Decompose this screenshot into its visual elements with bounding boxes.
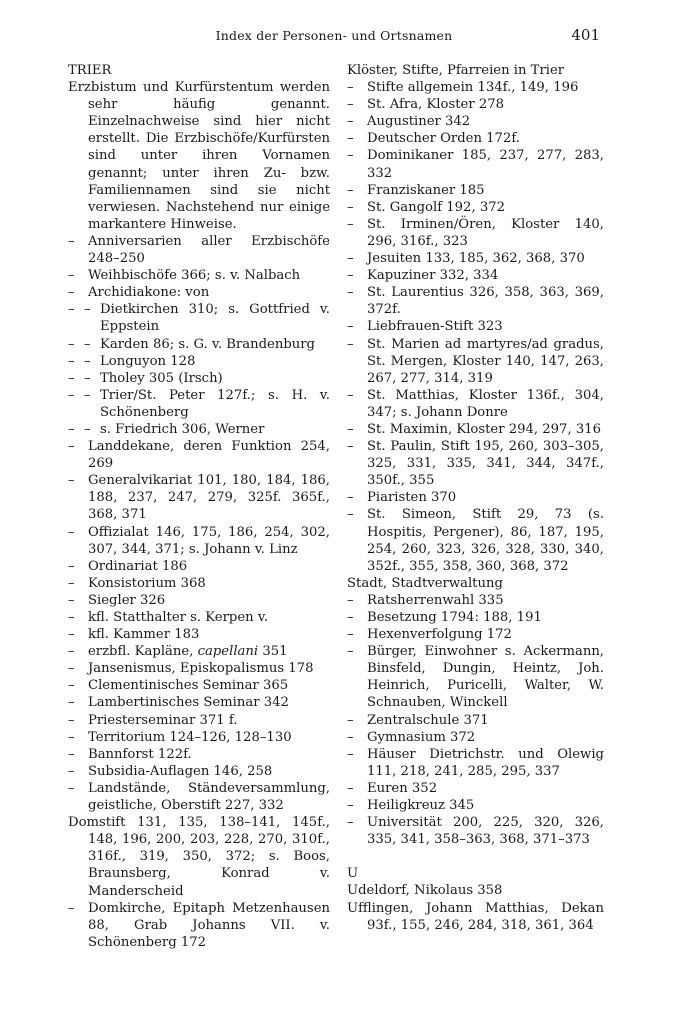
entry-text: Domkirche, Epitaph Metzenhausen 88, Grab Johanns VII. v. Schönenberg 172 (88, 900, 330, 950)
entry-text: St. Matthias, Kloster 136f., 304, 347; s. Johann Donre (367, 387, 604, 420)
index-subentry (68, 438, 330, 472)
index-subentry (68, 763, 330, 780)
entry-text: Franziskaner 185 (367, 182, 485, 198)
index-subentry (68, 592, 330, 609)
dash-marker: – (68, 233, 75, 249)
dash-marker: – (84, 370, 91, 386)
section-spacer (347, 848, 604, 865)
index-subentry (68, 626, 330, 643)
dash-marker: – (347, 131, 354, 147)
index-subentry (347, 96, 604, 113)
entry-text: Liebfrauen-Stift 323 (367, 319, 503, 335)
dash-marker: – (347, 97, 354, 113)
index-subentry (347, 250, 604, 267)
dash-marker: – (347, 80, 354, 96)
dash-marker: – (68, 558, 75, 574)
entry-text: Subsidia-Auflagen 146, 258 (88, 763, 273, 779)
index-subentry (347, 506, 604, 574)
dash-marker: – (347, 746, 354, 762)
index-subentry (68, 780, 330, 814)
index-subentry (347, 746, 604, 780)
entry-text: Jesuiten 133, 185, 362, 368, 370 (367, 251, 585, 267)
dash-marker: – (347, 729, 354, 745)
index-entry (347, 865, 604, 882)
dash-marker: – (347, 627, 354, 643)
entry-text: Longuyon 128 (100, 353, 196, 369)
index-subentry (68, 729, 330, 746)
index-subentry (68, 370, 330, 387)
dash-marker: – (84, 353, 91, 369)
index-subentry (347, 336, 604, 387)
entry-text: kfl. Statthalter s. Kerpen v. (88, 610, 268, 625)
entry-text: St. Gangolf 192, 372 (367, 199, 506, 215)
entry-text: Gymnasium 372 (367, 729, 476, 745)
index-subentry (68, 575, 330, 592)
index-subentry (347, 182, 604, 199)
dash-marker: – (68, 900, 75, 916)
entry-text: Ufflingen, Johann Matthias, Dekan 93f., 155, 246, 284, 318, 361, 364 (347, 900, 604, 933)
dash-marker: – (68, 336, 75, 352)
index-entry (347, 62, 604, 79)
entry-text: Euren 352 (367, 780, 438, 796)
index-subentry (347, 797, 604, 814)
dash-marker: – (347, 268, 354, 284)
entry-text: Erzbistum und Kurfürstentum werden sehr häufig genannt. Einzelnachweise sind hier nicht erstellt. Die Erzbischöfe/Kurfürsten sind unter ihren Vornamen genannt; unter ihren Zu- bzw. Familiennamen sind sie nicht verwiesen. Nachstehend nur einige markantere Hinweise. (68, 80, 330, 232)
index-subentry (68, 609, 330, 626)
dash-marker: – (347, 148, 354, 164)
entry-text: Bannforst 122f. (88, 746, 192, 762)
index-subentry (68, 233, 330, 267)
index-subentry (347, 130, 604, 147)
entry-text: Häuser Dietrichstr. und Olewig 111, 218, 241, 285, 295, 337 (367, 746, 604, 779)
dash-marker: – (347, 421, 354, 437)
dash-marker: – (68, 285, 75, 301)
index-subentry (347, 113, 604, 130)
index-subentry (68, 353, 330, 370)
entry-text: Ordinariat 186 (88, 558, 188, 574)
index-subentry (68, 746, 330, 763)
dash-marker: – (84, 336, 91, 352)
index-subentry (347, 592, 604, 609)
entry-text: Ratsherrenwahl 335 (367, 592, 504, 608)
index-subentry (68, 267, 330, 284)
dash-marker: – (347, 251, 354, 267)
index-subentry (347, 780, 604, 797)
index-subentry (347, 318, 604, 335)
dash-marker: – (347, 644, 354, 660)
dash-marker: – (68, 268, 75, 284)
dash-marker: – (347, 114, 354, 130)
entry-text: Territorium 124–126, 128–130 (88, 729, 292, 745)
entry-text: Bürger, Einwohner s. Ackermann, Binsfeld, Dungin, Heintz, Joh. Heinrich, Puricelli, Walter, W. Schnauben, Winckell (367, 644, 604, 711)
index-subentry (68, 284, 330, 301)
index-subentry (68, 900, 330, 951)
entry-text: Archidiakone: von (88, 285, 210, 301)
dash-marker: – (347, 507, 354, 523)
entry-text: St. Paulin, Stift 195, 260, 303–305, 325, 331, 335, 341, 344, 347f., 350f., 355 (367, 439, 604, 489)
dash-marker: – (68, 746, 75, 762)
entry-text: Dietkirchen 310; s. Gottfried v. Eppstein (100, 302, 330, 335)
index-entry (347, 900, 604, 934)
entry-text: erzbfl. Kapläne, capellani 351 (88, 644, 288, 660)
entry-text: St. Maximin, Kloster 294, 297, 316 (367, 421, 601, 437)
dash-marker: – (347, 610, 354, 625)
index-entry (347, 882, 604, 899)
index-column-left (68, 62, 330, 951)
dash-marker: – (347, 592, 354, 608)
dash-marker: – (68, 627, 75, 643)
index-subentry (347, 387, 604, 421)
dash-marker: – (347, 336, 354, 352)
entry-text: St. Simeon, Stift 29, 73 (s. Hospitis, Pergener), 86, 187, 195, 254, 260, 323, 326, 328, 330, 340, 352f., 355, 358, 360, 368, 372 (367, 507, 604, 574)
dash-marker: – (68, 421, 75, 437)
index-subentry (347, 216, 604, 250)
dash-marker: – (68, 592, 75, 608)
index-column-right (347, 62, 604, 934)
entry-text: Karden 86; s. G. v. Brandenburg (100, 336, 316, 352)
index-subentry (68, 301, 330, 335)
dash-marker: – (347, 285, 354, 301)
dash-marker: – (68, 524, 75, 540)
index-subentry (347, 729, 604, 746)
index-subentry (347, 626, 604, 643)
index-subentry (347, 147, 604, 181)
entry-text: Augustiner 342 (367, 114, 471, 130)
dash-marker: – (84, 421, 91, 437)
entry-text: Konsistorium 368 (88, 575, 206, 591)
dash-marker: – (68, 302, 75, 318)
index-subentry (68, 660, 330, 677)
index-subentry (347, 489, 604, 506)
index-subentry (347, 438, 604, 489)
index-subentry (68, 387, 330, 421)
dash-marker: – (347, 216, 354, 232)
dash-marker: – (347, 182, 354, 198)
dash-marker: – (347, 439, 354, 455)
entry-text: U (347, 866, 359, 882)
entry-text: Offizialat 146, 175, 186, 254, 302, 307, 344, 371; s. Johann v. Linz (88, 524, 330, 557)
dash-marker: – (68, 661, 75, 677)
entry-text: Piaristen 370 (367, 490, 457, 506)
dash-marker: – (68, 575, 75, 591)
index-subentry (68, 421, 330, 438)
index-subentry (68, 712, 330, 729)
entry-text: TRIER (68, 63, 112, 78)
dash-marker: – (68, 695, 75, 711)
index-subentry (347, 609, 604, 626)
index-subentry (68, 694, 330, 711)
dash-marker: – (68, 729, 75, 745)
entry-text: kfl. Kammer 183 (88, 627, 200, 643)
index-subentry (347, 199, 604, 216)
entry-text: St. Afra, Kloster 278 (367, 97, 504, 113)
entry-text: Landstände, Ständeversammlung, geistliche, Oberstift 227, 332 (88, 780, 330, 814)
index-subentry (347, 643, 604, 711)
entry-text: St. Irminen/Ören, Kloster 140, 296, 316f., 323 (367, 216, 604, 249)
entry-text: Generalvikariat 101, 180, 184, 186, 188, 237, 247, 279, 325f. 365f., 368, 371 (88, 473, 330, 523)
dash-marker: – (68, 610, 75, 625)
dash-marker: – (347, 319, 354, 335)
entry-text: Lambertinisches Seminar 342 (88, 695, 289, 711)
index-entry (68, 814, 330, 899)
entry-text: s. Friedrich 306, Werner (100, 421, 265, 437)
entry-text: Universität 200, 225, 320, 326, 335, 341, 358–363, 368, 371–373 (367, 815, 604, 848)
dash-marker: – (84, 387, 91, 403)
dash-marker: – (68, 353, 75, 369)
dash-marker: – (347, 780, 354, 796)
entry-text: Priesterseminar 371 f. (88, 712, 238, 728)
dash-marker: – (347, 199, 354, 215)
running-header (68, 26, 600, 46)
entry-text: Siegler 326 (88, 592, 166, 608)
header-title: Index der Personen- und Ortsnamen (215, 28, 453, 43)
index-subentry (347, 712, 604, 729)
index-subentry (68, 677, 330, 694)
index-subentry (68, 558, 330, 575)
entry-text: Trier/St. Peter 127f.; s. H. v. Schönenberg (100, 387, 330, 420)
entry-text: Anniversarien aller Erzbischöfe 248–250 (88, 233, 330, 267)
index-entry (68, 79, 330, 233)
dash-marker: – (68, 644, 75, 660)
dash-marker: – (347, 490, 354, 506)
entry-text: Klöster, Stifte, Pfarreien in Trier (347, 63, 565, 78)
dash-marker: – (68, 439, 75, 455)
entry-text: St. Marien ad martyres/ad gradus, St. Mergen, Kloster 140, 147, 263, 267, 277, 314, 319 (367, 336, 604, 386)
entry-text: Zentralschule 371 (367, 712, 489, 728)
index-subentry (347, 421, 604, 438)
entry-text: Landdekane, deren Funktion 254, 269 (88, 439, 330, 472)
entry-text: Clementinisches Seminar 365 (88, 678, 289, 694)
dash-marker: – (68, 763, 75, 779)
dash-marker: – (68, 473, 75, 489)
page-number: 401 (571, 26, 600, 44)
entry-text: Heiligkreuz 345 (367, 798, 475, 814)
entry-text: Stifte allgemein 134f., 149, 196 (367, 80, 579, 96)
index-subentry (347, 79, 604, 96)
entry-text: Dominikaner 185, 237, 277, 283, 332 (367, 148, 604, 181)
dash-marker: – (347, 798, 354, 814)
entry-text: Hexenverfolgung 172 (367, 627, 512, 643)
entry-text: Jansenismus, Episkopalismus 178 (88, 661, 314, 677)
index-entry (68, 62, 330, 79)
index-subentry (347, 267, 604, 284)
entry-text: Domstift 131, 135, 138–141, 145f., 148, 196, 200, 203, 228, 270, 310f., 316f., 319, 350, 372; s. Boos, Braunsberg, Konrad v. Manderscheid (68, 815, 330, 899)
entry-text: St. Laurentius 326, 358, 363, 369, 372f. (367, 285, 604, 318)
dash-marker: – (68, 678, 75, 694)
entry-text: Weihbischöfe 366; s. v. Nalbach (88, 268, 301, 284)
index-subentry (68, 643, 330, 660)
dash-marker: – (68, 370, 75, 386)
index-subentry (68, 336, 330, 353)
entry-text: Tholey 305 (Irsch) (100, 370, 223, 386)
dash-marker: – (68, 387, 75, 403)
dash-marker: – (68, 712, 75, 728)
dash-marker: – (347, 387, 354, 403)
index-subentry (68, 472, 330, 523)
dash-marker: – (347, 712, 354, 728)
entry-text: Stadt, Stadtverwaltung (347, 575, 503, 591)
dash-marker: – (68, 780, 75, 796)
index-subentry (347, 814, 604, 848)
entry-text: Udeldorf, Nikolaus 358 (347, 883, 503, 899)
index-entry (347, 575, 604, 592)
index-subentry (68, 524, 330, 558)
entry-text: Besetzung 1794: 188, 191 (367, 610, 542, 625)
entry-text: Kapuziner 332, 334 (367, 268, 499, 284)
dash-marker: – (347, 815, 354, 831)
dash-marker: – (84, 302, 91, 318)
index-subentry (347, 284, 604, 318)
entry-text: Deutscher Orden 172f. (367, 131, 520, 147)
